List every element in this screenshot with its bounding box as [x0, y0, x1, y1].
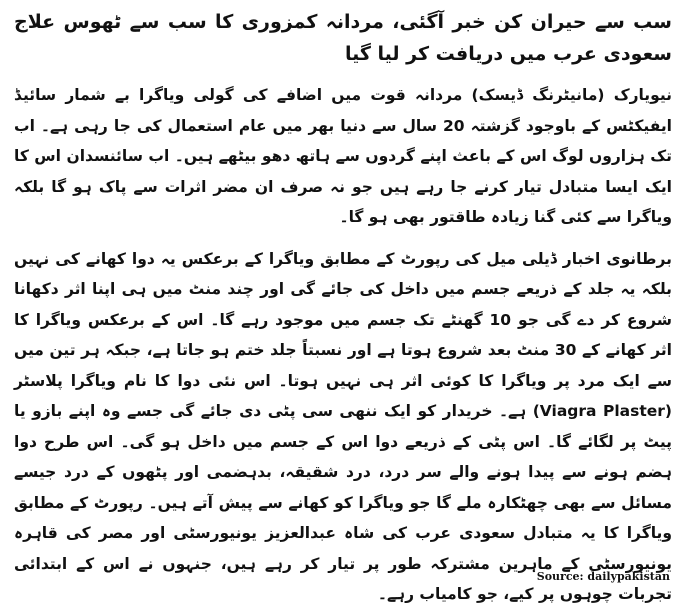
- article-paragraph-1: نیویارک (مانیٹرنگ ڈیسک) مردانہ قوت میں اضافے کی گولی ویاگرا بے شمار سائیڈ ایفیکٹس کے باوجود گزشتہ 20 سال سے دنیا بھر میں عام استعمال کی جا رہی ہے۔ اب تک ہزاروں لوگ اس کے باعث اپنے گردوں سے ہاتھ دھو بیٹھے ہیں۔ اب سائنسدان اس کا ایک ایسا متبادل تیار کرنے جا رہے ہیں جو نہ صرف ان مضر اثرات سے پاک ہو گا بلکہ ویاگرا سے کئی گنا زیادہ طاقتور بھی ہو گا۔: [14, 86, 672, 226]
- article-paragraph-2: برطانوی اخبار ڈیلی میل کی رپورٹ کے مطابق ویاگرا کے برعکس یہ دوا کھانے کی نہیں بلکہ یہ جلد کے ذریعے جسم میں داخل کی جائے گی اور چند منٹ میں ہی اپنا اثر دکھانا شروع کر دے گی جو 10 گھنٹے تک جسم میں موجود رہے گا۔ اس کے برعکس ویاگرا کا اثر کھانے کے 30 منٹ بعد شروع ہوتا ہے اور نسبتاً جلد ختم ہو جاتا ہے، جبکہ ہر تین میں سے ایک مرد پر ویاگرا کا کوئی اثر ہی نہیں ہوتا۔ اس نئی دوا کا نام ویاگرا پلاسٹر (Viagra Plaster) ہے۔ خریدار کو ایک ننھی سی پٹی دی جائے گی جسے وہ اپنے بازو یا پیٹ پر لگائے گا۔ اس پٹی کے ذریعے دوا اس کے جسم میں داخل ہو گی۔ اس طرح دوا ہضم ہونے سے پیدا ہونے والے سر درد، درد شقیقہ، بدہضمی اور پٹھوں کے درد جیسے مسائل سے بھی چھٹکارہ ملے گا جو ویاگرا کو کھانے سے پیش آتے ہیں۔ رپورٹ کے مطابق ویاگرا کا یہ متبادل سعودی عرب کی شاہ عبدالعزیز یونیورسٹی اور مصر کی قاہرہ یونیورسٹی کے ماہرین مشترکہ طور پر تیار کر رہے ہیں، جنہوں نے اس کے ابتدائی تجربات چوہوں پر کیے، جو کامیاب رہے۔: [14, 249, 672, 603]
- article-headline: سب سے حیران کن خبر آگئی، مردانہ کمزوری کا سب سے ٹھوس علاج سعودی عرب میں دریافت کر لیا گیا: [14, 11, 672, 65]
- source-credit: Source: dailypakistan: [536, 570, 670, 583]
